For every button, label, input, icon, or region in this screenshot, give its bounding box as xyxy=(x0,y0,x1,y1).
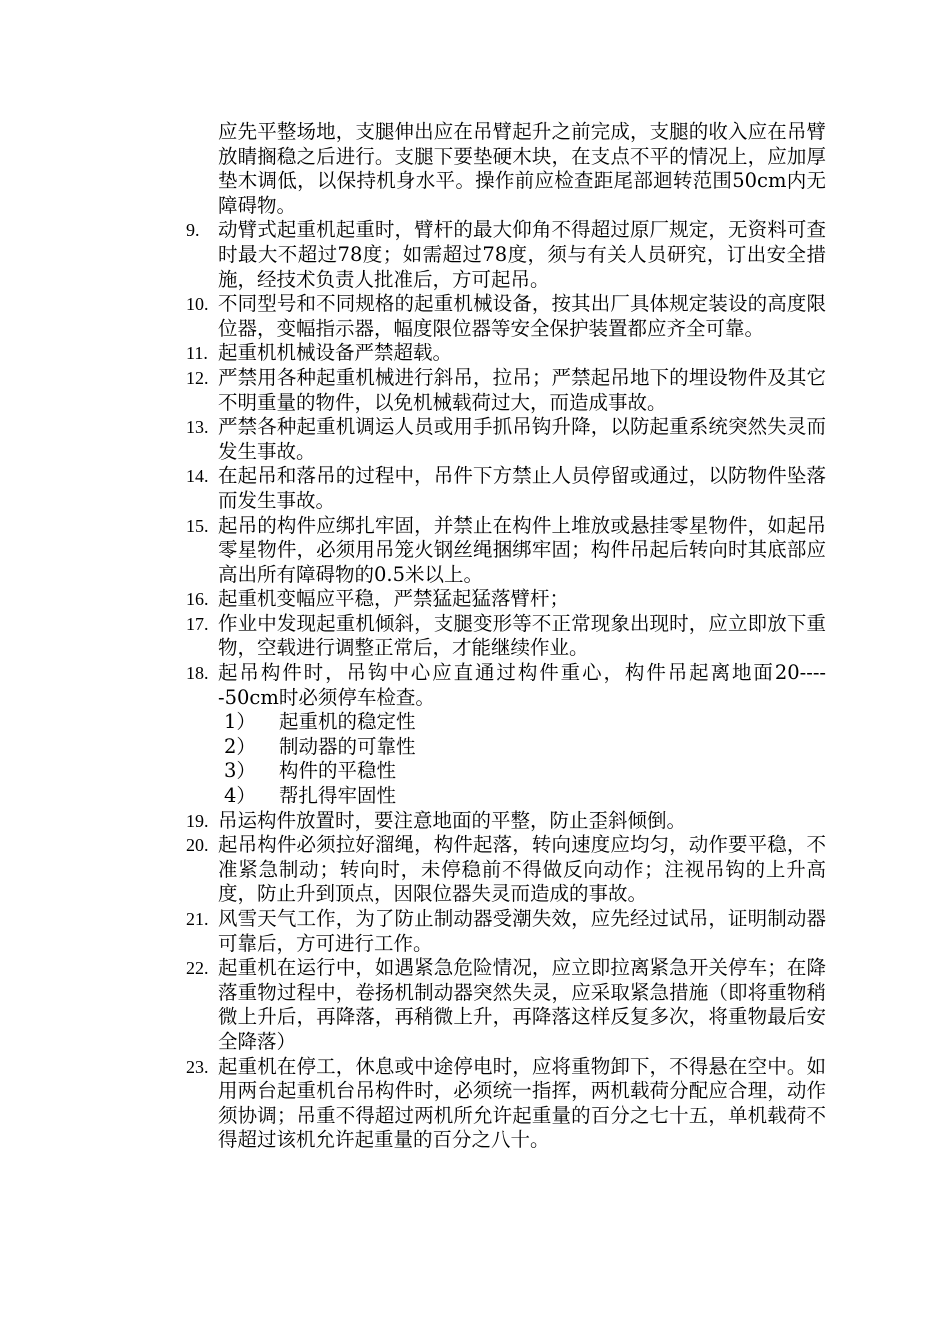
sub-item-number: 2） xyxy=(224,734,256,758)
list-item-18 xyxy=(186,661,826,710)
list-item-11 xyxy=(186,341,826,366)
item-number: 23. xyxy=(186,1056,209,1077)
item-text: 严禁用各种起重机械进行斜吊，拉吊；严禁起吊地下的埋设物件及其它不明重量的物件，以免机械载荷过大，而造成事故。 xyxy=(218,365,826,414)
list-item-15 xyxy=(186,514,826,588)
item-number: 22. xyxy=(186,958,209,979)
document-body xyxy=(186,120,826,1153)
item-text: 起吊构件时，吊钩中心应直通过构件重心，构件吊起离地面20-----50cm时必须停车检查。 xyxy=(218,661,826,709)
list-item-16 xyxy=(186,587,826,612)
sub-item-text: 起重机的稳定性 xyxy=(279,710,416,734)
sub-item-4 xyxy=(186,784,826,809)
item-text: 作业中发现起重机倾斜，支腿变形等不正常现象出现时，应立即放下重物，空载进行调整正常后，才能继续作业。 xyxy=(218,611,826,660)
paragraph-text: 应先平整场地，支腿伸出应在吊臂起升之前完成，支腿的收入应在吊臂放睛搁稳之后进行。支腿下要垫硬木块，在支点不平的情况上，应加厚垫木调低，以保持机身水平。操作前应检查距尾部迴转范围50cm内无障碍物。 xyxy=(218,120,826,217)
sub-item-1 xyxy=(186,710,826,735)
list-item-19 xyxy=(186,809,826,834)
item-number: 9. xyxy=(186,220,200,241)
sub-item-number: 3） xyxy=(224,759,256,783)
sub-item-text: 制动器的可靠性 xyxy=(279,734,416,758)
item-text: 在起吊和落吊的过程中，吊件下方禁止人员停留或通过，以防物件坠落而发生事故。 xyxy=(218,464,826,512)
item-text: 起重机变幅应平稳，严禁猛起猛落臂杆； xyxy=(218,587,570,611)
list-item-14 xyxy=(186,464,826,513)
item-number: 11. xyxy=(186,343,208,364)
item-number: 12. xyxy=(186,367,209,388)
item-text: 吊运构件放置时，要注意地面的平整，防止歪斜倾倒。 xyxy=(218,808,687,832)
list-item-21 xyxy=(186,907,826,956)
item-number: 14. xyxy=(186,466,209,487)
sub-item-text: 构件的平稳性 xyxy=(279,759,397,783)
item-number: 15. xyxy=(186,515,209,536)
item-number: 19. xyxy=(186,810,209,831)
item-text: 起重机在停工，休息或中途停电时，应将重物卸下，不得悬在空中。如用两台起重机台吊构件时，必须统一指挥，两机载荷分配应合理，动作须协调；吊重不得超过两机所允许起重量的百分之七十五，单机载荷不得超过该机允许起重量的百分之八十。 xyxy=(218,1054,826,1152)
item-text: 动臂式起重机起重时，臂杆的最大仰角不得超过原厂规定，无资料可查时最大不超过78度；如需超过78度，须与有关人员研究，订出安全措施，经技术负责人批准后，方可起吊。 xyxy=(218,218,826,291)
list-item-9 xyxy=(186,218,826,292)
list-item-17 xyxy=(186,612,826,661)
list-item-22 xyxy=(186,956,826,1054)
list-item-12 xyxy=(186,366,826,415)
item-text: 不同型号和不同规格的起重机械设备，按其出厂具体规定装设的高度限位器，变幅指示器，幅度限位器等安全保护装置都应齐全可靠。 xyxy=(218,292,826,340)
item-number: 21. xyxy=(186,909,209,929)
list-item-13 xyxy=(186,415,826,464)
item-number: 20. xyxy=(186,835,209,856)
sub-item-number: 4） xyxy=(224,784,256,808)
item-text: 起吊的构件应绑扎牢固，并禁止在构件上堆放或悬挂零星物件，如起吊零星物件，必须用吊笼火钢丝绳捆绑牢固；构件吊起后转向时其底部应高出所有障碍物的0.5米以上。 xyxy=(218,513,826,586)
list-item-20 xyxy=(186,833,826,907)
intro-paragraph xyxy=(186,120,826,218)
item-number: 10. xyxy=(186,294,209,315)
sub-item-3 xyxy=(186,759,826,784)
item-number: 16. xyxy=(186,589,209,610)
sub-item-text: 帮扎得牢固性 xyxy=(279,784,397,808)
item-text: 严禁各种起重机调运人员或用手抓吊钩升降，以防起重系统突然失灵而发生事故。 xyxy=(218,415,826,463)
item-number: 18. xyxy=(186,663,209,684)
item-text: 起重机机械设备严禁超载。 xyxy=(218,341,453,365)
item-text: 起重机在运行中，如遇紧急危险情况，应立即拉离紧急开关停车；在降落重物过程中，卷扬机制动器突然失灵，应采取紧急措施（即将重物稍微上升后，再降落，再稍微上升，再降落这样反复多次，将重物最后安全降落） xyxy=(218,956,826,1053)
list-item-23 xyxy=(186,1055,826,1153)
item-text: 风雪天气工作，为了防止制动器受潮失效，应先经过试吊，证明制动器可靠后，方可进行工作。 xyxy=(218,907,826,955)
sub-item-2 xyxy=(186,735,826,760)
item-number: 17. xyxy=(186,613,209,634)
list-item-10 xyxy=(186,292,826,341)
item-number: 13. xyxy=(186,417,209,438)
item-text: 起吊构件必须拉好溜绳，构件起落，转向速度应均匀，动作要平稳，不准紧急制动；转向时，未停稳前不得做反向动作；注视吊钩的上升高度，防止升到顶点，因限位器失灵而造成的事故。 xyxy=(218,833,826,906)
sub-item-number: 1） xyxy=(224,710,256,734)
